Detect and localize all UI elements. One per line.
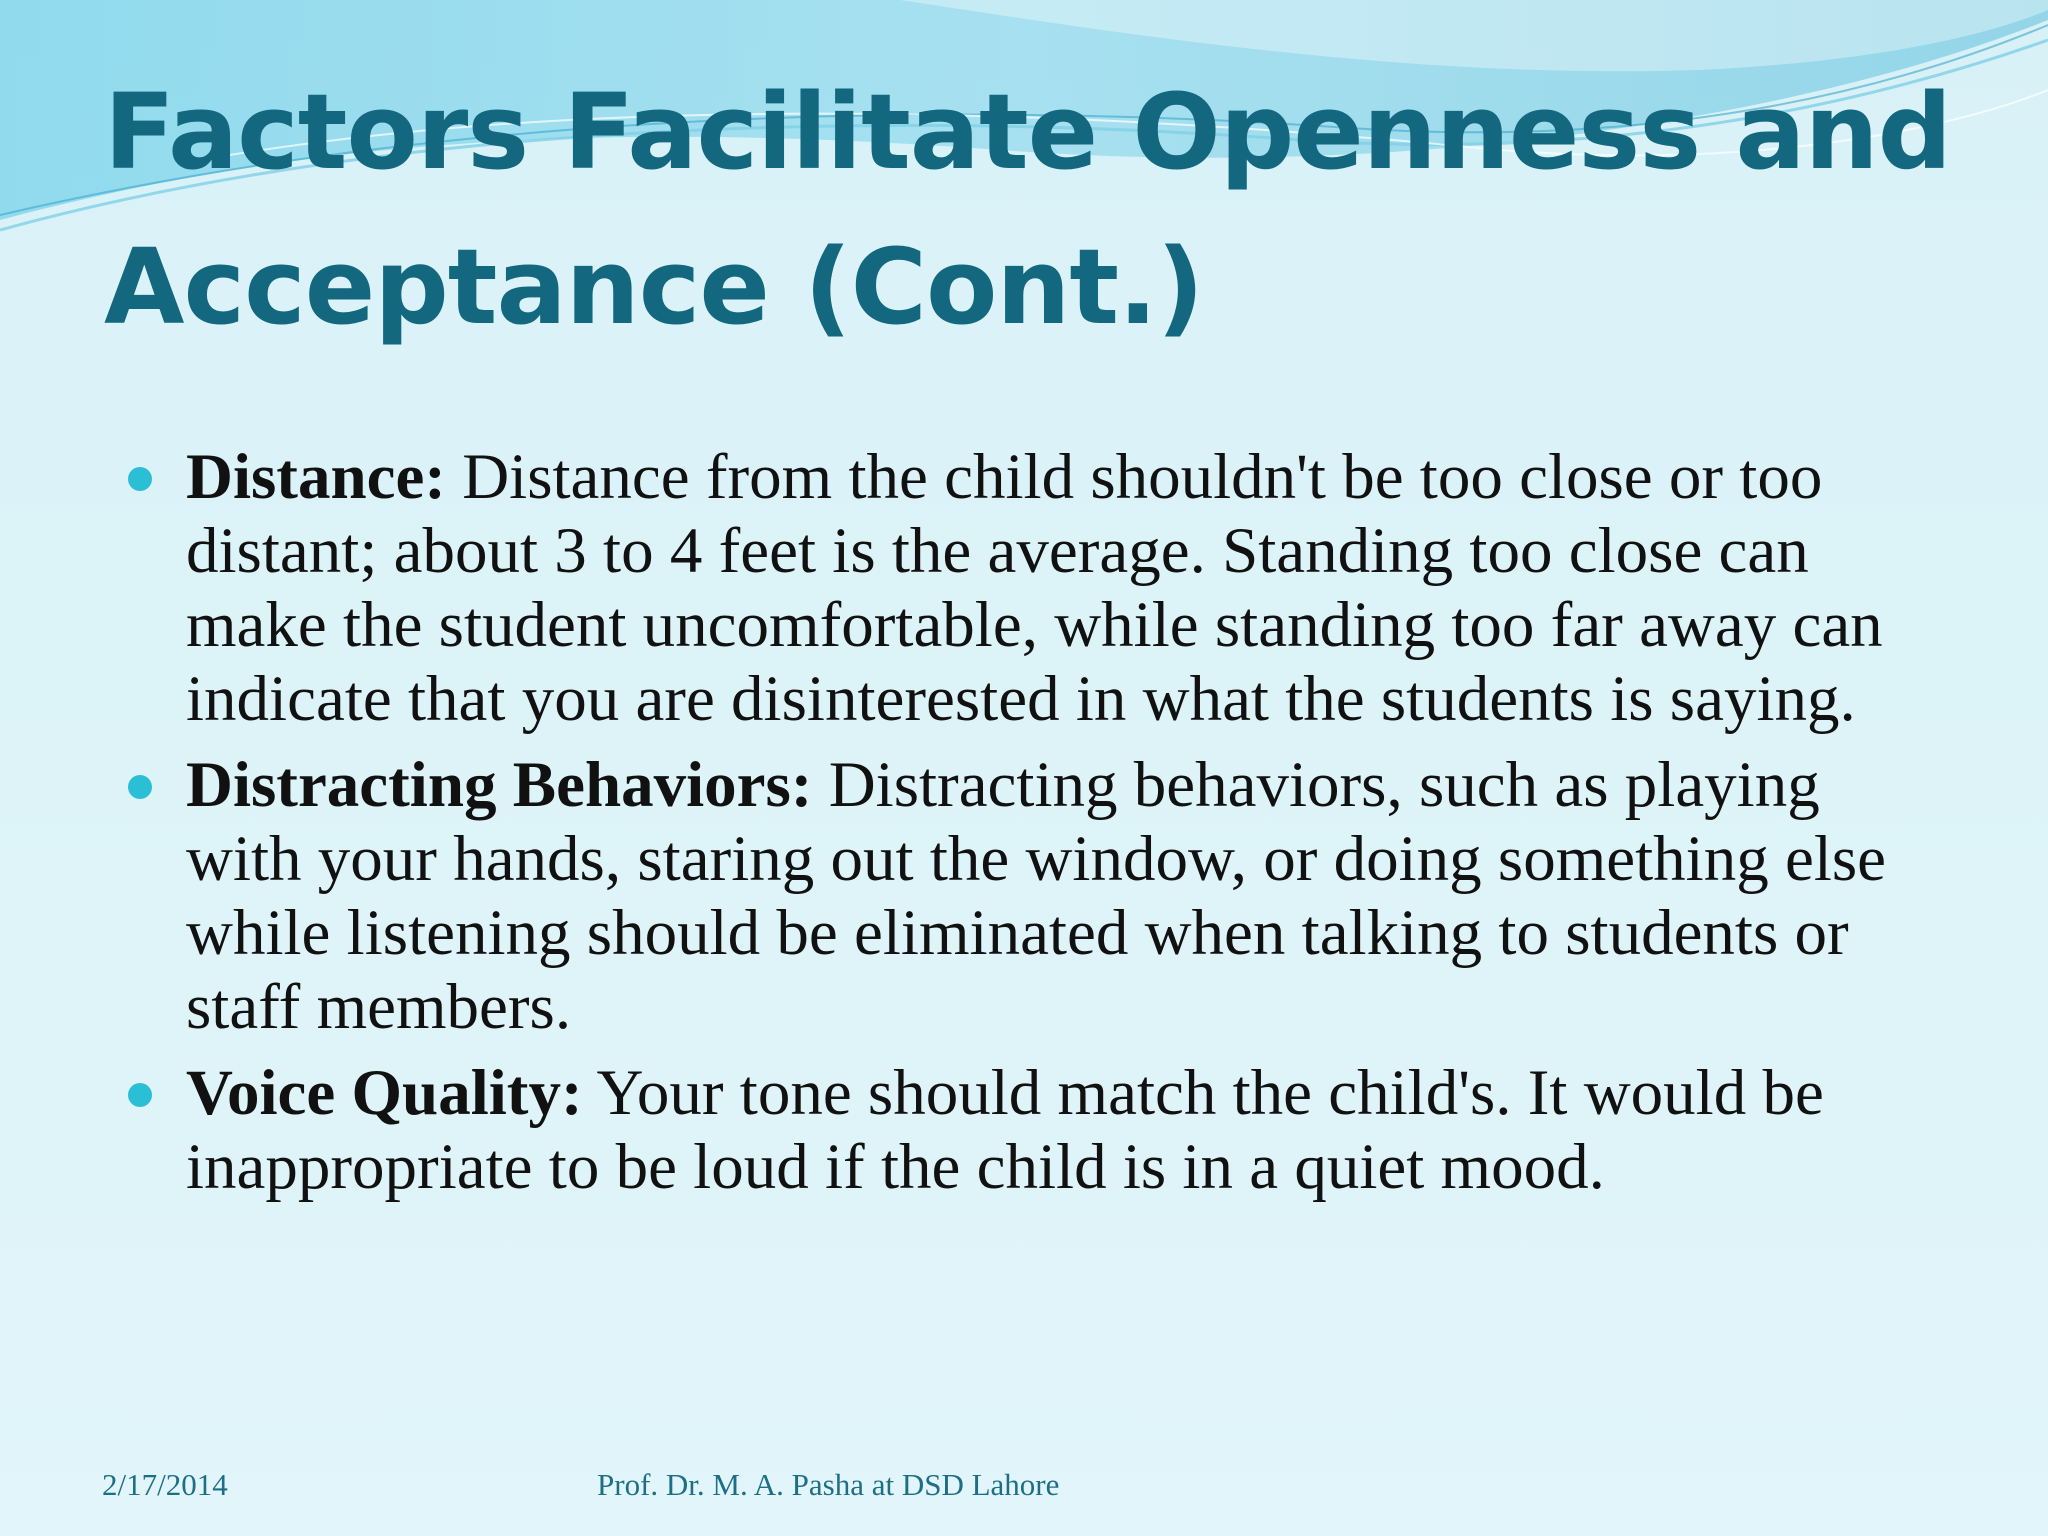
bullet-term: Voice Quality:	[186, 1057, 583, 1129]
bullet-term: Distance:	[186, 441, 446, 513]
list-item	[128, 748, 1948, 1044]
bullet-text: Distance from the child shouldn't be too close or too distant; about 3 to 4 feet is the average. Standing too close can make the student uncomfortable, while standing too far away can indicate that you are disinterested in what the students is saying.	[186, 441, 1883, 735]
bullet-text: Your tone should match the child's. It would be inappropriate to be loud if the child is in a quiet mood.	[186, 1057, 1824, 1203]
bullet-list	[128, 440, 1948, 1216]
list-item	[128, 1056, 1948, 1204]
bullet-dot-icon	[128, 1083, 152, 1107]
list-item	[128, 440, 1948, 736]
bullet-dot-icon	[128, 775, 152, 799]
footer-text: Prof. Dr. M. A. Pasha at DSD Lahore	[597, 1467, 1060, 1502]
bullet-dot-icon	[128, 467, 152, 491]
bullet-term: Distracting Behaviors:	[186, 749, 813, 821]
footer-date: 2/17/2014	[102, 1467, 228, 1502]
slide-title: Factors Facilitate Openness and Acceptance (Cont.)	[104, 71, 1952, 348]
bullet-text: Distracting behaviors, such as playing with your hands, staring out the window, or doing something else while listening should be eliminated when talking to students or staff members.	[186, 749, 1887, 1043]
